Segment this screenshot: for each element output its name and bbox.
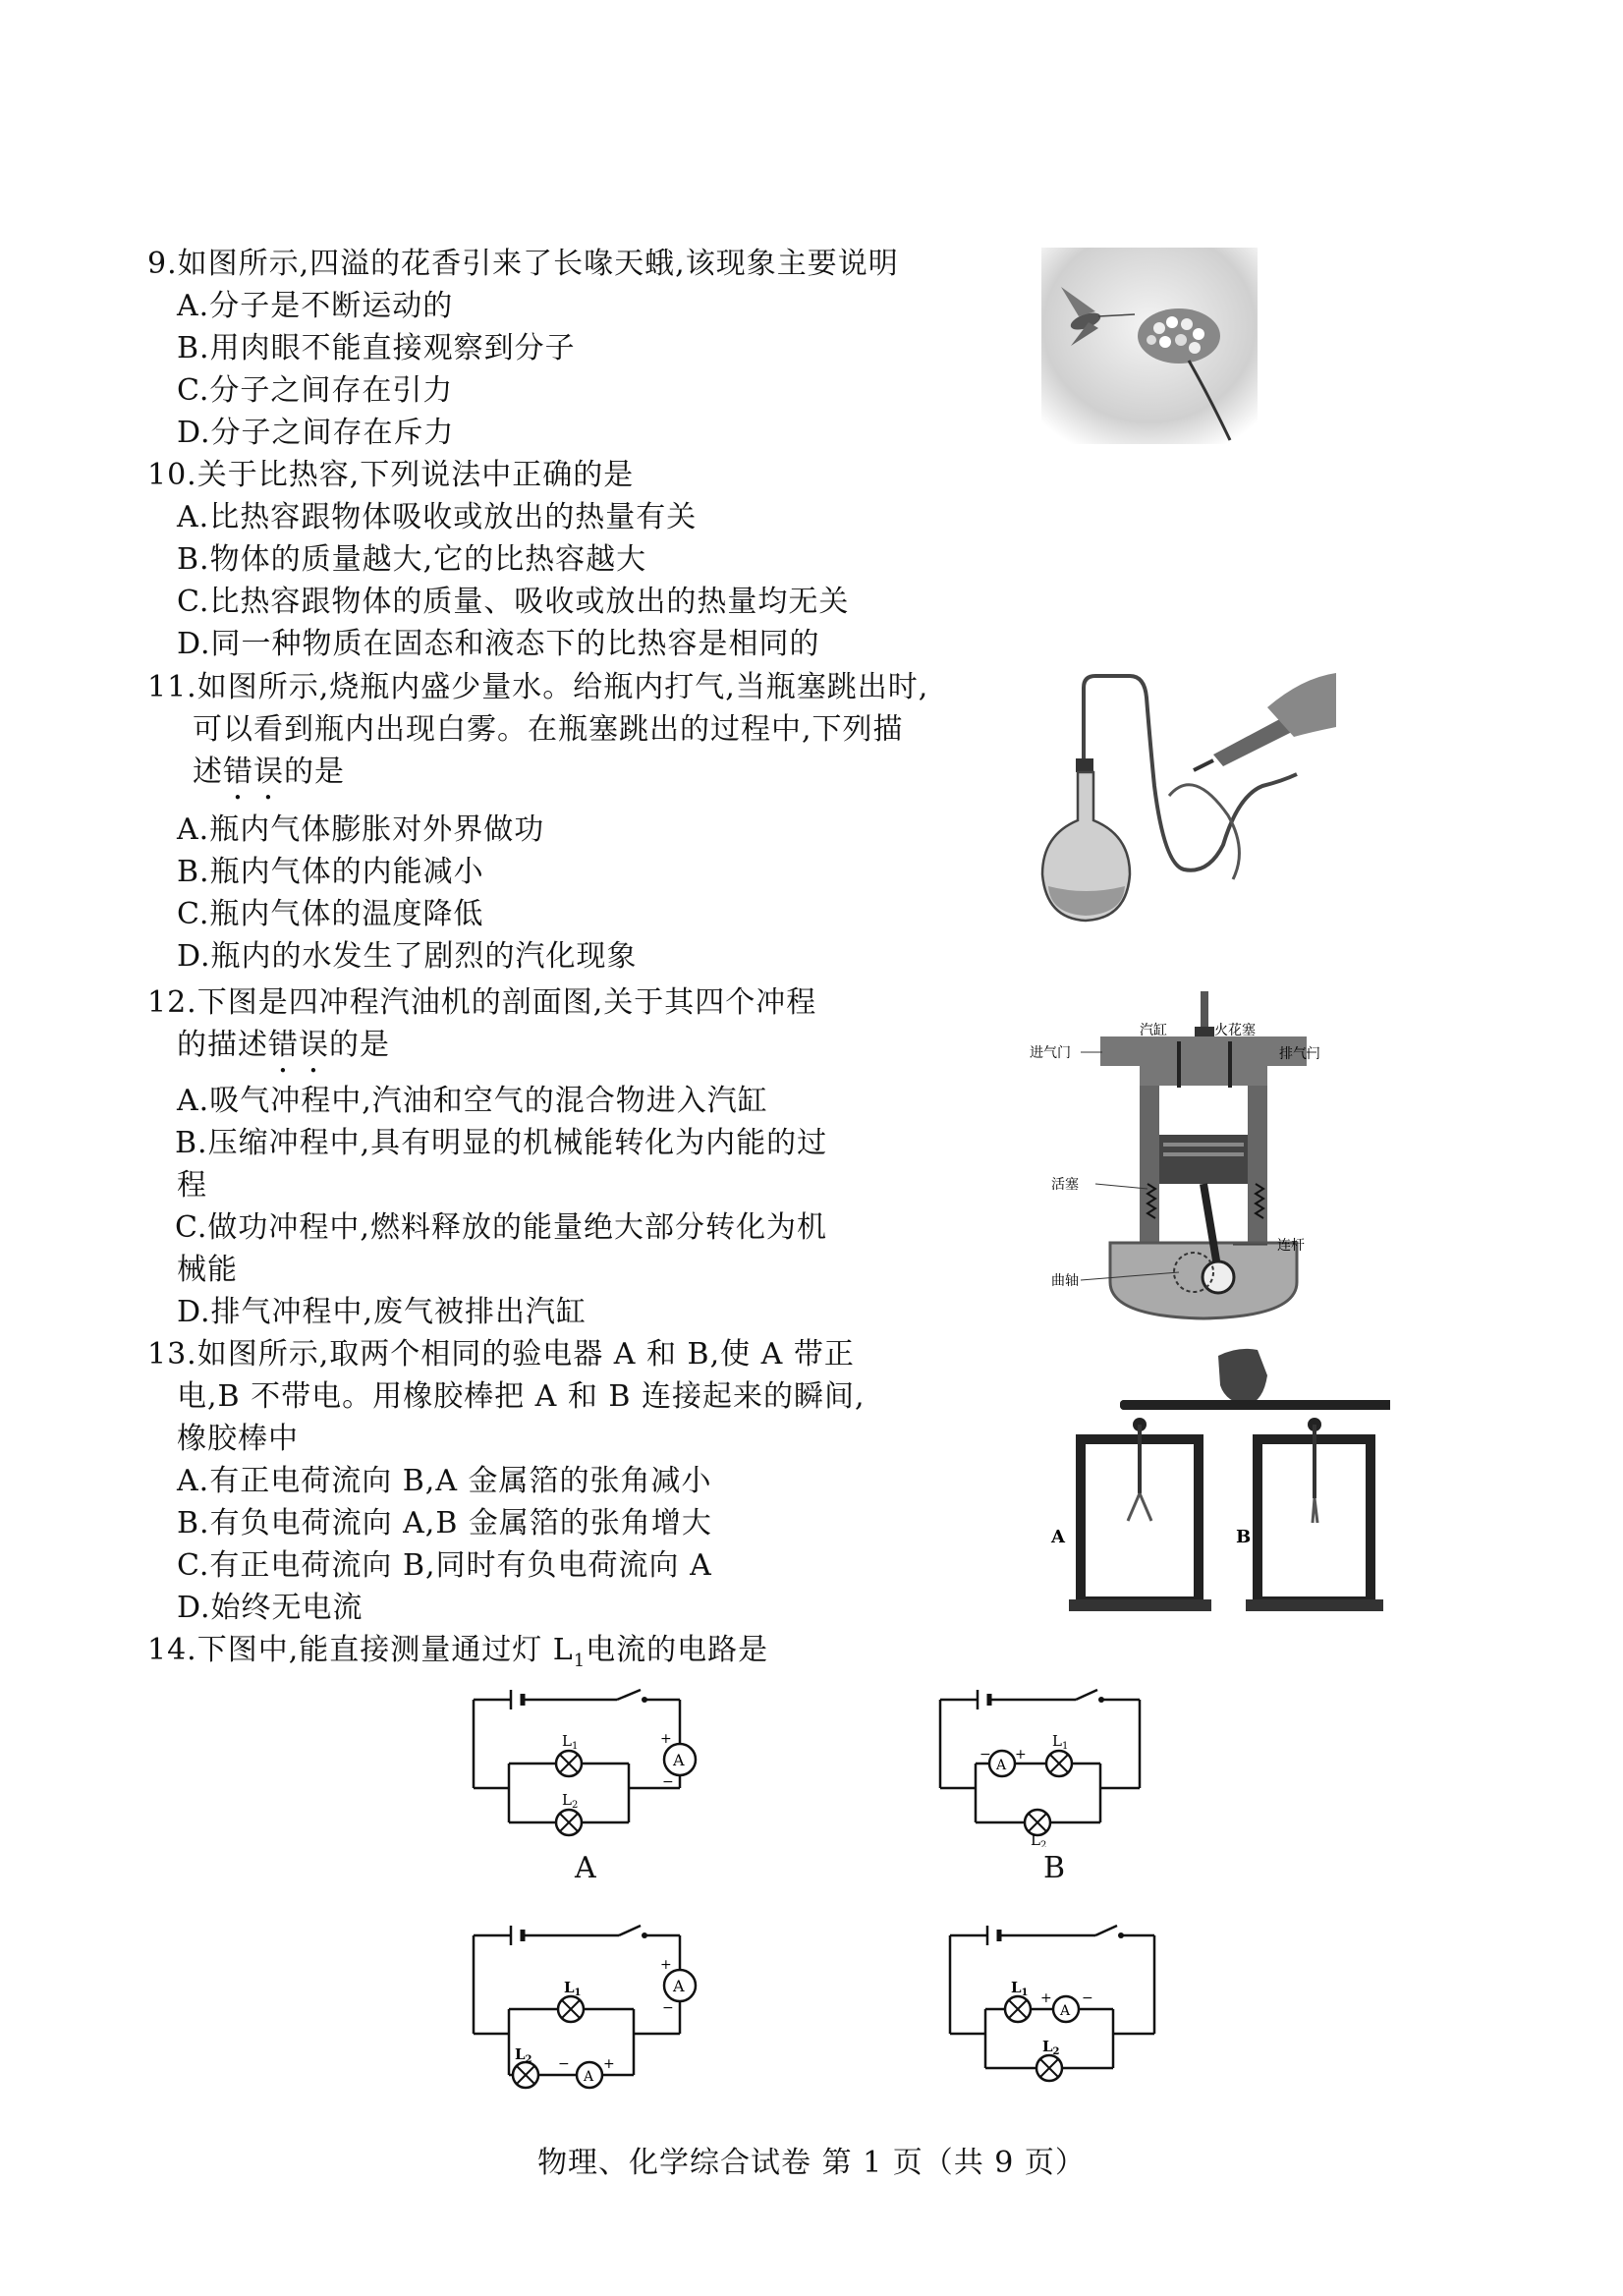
circuit-a-ammeter: A [673,1751,685,1769]
q12-option-c-cont: 械能 [177,1253,238,1287]
circuit-d-lamp2-label: $L_2$ [1042,2038,1060,2057]
q11-emphasis: 错误 [223,755,284,789]
pump-icon [1194,673,1336,770]
q13-option-b: B.有负电荷流向 A,B 金属箔的张角增大 [177,1506,712,1540]
q13-option-c: C.有正电荷流向 B,同时有负电荷流向 A [177,1548,712,1583]
q9-option-b: B.用肉眼不能直接观察到分子 [177,331,576,365]
circuit-c-minus-bottom: − [558,2056,570,2072]
circuit-b-lamp2-label: $L_2$ [1031,1831,1047,1847]
circuit-a-plus: + [660,1731,672,1747]
q10-stem: 10.关于比热容,下列说法中正确的是 [147,458,635,492]
q13-option-a: A.有正电荷流向 B,A 金属箔的张角减小 [177,1464,712,1498]
electroscope-a-label: A [1051,1527,1065,1547]
circuit-c-ammeter-bottom: A [584,2069,594,2085]
label-cylinder: 汽缸 [1140,1023,1167,1038]
q9-option-a: A.分子是不断运动的 [177,289,454,323]
circuit-b[interactable] [928,1680,1164,1847]
q11-stem-line1: 11.如图所示,烧瓶内盛少量水。给瓶内打气,当瓶塞跳出时, [147,670,929,704]
circuit-b-caption: B [1043,1851,1066,1885]
circuit-b-plus: + [1015,1747,1027,1763]
q9-option-c: C.分子之间存在引力 [177,373,454,408]
q11-stem-line2: 可以看到瓶内出现白雾。在瓶塞跳出的过程中,下列描 [193,712,904,747]
label-piston: 活塞 [1051,1177,1079,1193]
q13-stem-line2: 电,B 不带电。用橡胶棒把 A 和 B 连接起来的瞬间, [177,1379,866,1414]
q9-stem: 9.如图所示,四溢的花香引来了长喙天蛾,该现象主要说明 [147,247,899,281]
q13-stem-line3: 橡胶棒中 [177,1422,299,1456]
q13-stem-line1: 13.如图所示,取两个相同的验电器 A 和 B,使 A 带正 [147,1337,855,1372]
label-spark-plug: 火花塞 [1214,1023,1256,1038]
q13-option-d: D.始终无电流 [177,1591,364,1625]
circuit-a-minus: − [662,1774,674,1790]
label-intake-valve: 进气门 [1030,1045,1071,1061]
electroscope-b [1246,1418,1383,1611]
circuit-a-lamp2-label: $L_2$ [562,1791,579,1811]
circuit-b-ammeter: A [996,1758,1007,1773]
q11-stem-line3: 述错误的是 [193,755,345,789]
q12-emphasis: 错误 [268,1028,329,1062]
q11-option-a: A.瓶内气体膨胀对外界做功 [177,812,545,847]
q12-option-b: B.压缩冲程中,具有明显的机械能转化为内能的过 [175,1126,828,1160]
electroscope-a [1069,1418,1211,1611]
q11-option-c: C.瓶内气体的温度降低 [177,897,484,931]
q9-option-d: D.分子之间存在斥力 [177,416,455,450]
q12-option-d: D.排气冲程中,废气被排出汽缸 [177,1295,588,1329]
circuit-c[interactable] [462,1916,698,2098]
circuit-c-minus-right: − [662,2000,674,2016]
label-rod: 连杆 [1277,1238,1305,1254]
circuit-d-ammeter: A [1060,2003,1071,2019]
q12-stem-line1: 12.下图是四冲程汽油机的剖面图,关于其四个冲程 [147,985,817,1020]
q10-option-b: B.物体的质量越大,它的比热容越大 [177,542,647,577]
q12-option-c: C.做功冲程中,燃料释放的能量绝大部分转化为机 [175,1210,827,1245]
circuit-c-lamp1-label: $L_1$ [564,1979,582,1998]
q11-option-b: B.瓶内气体的内能减小 [177,855,484,889]
q9-moth-flower-photo [1041,248,1258,444]
q14-stem: 14.下图中,能直接测量通过灯 $L_1$电流的电路是 [147,1633,769,1671]
circuit-c-plus-bottom: + [603,2056,615,2072]
circuit-c-lamp2-label: $L_2$ [515,2045,532,2065]
circuit-d-plus: + [1040,1990,1052,2006]
circuit-a-lamp1-label: $L_1$ [562,1732,579,1752]
q12-stem-line2: 的描述错误的是 [177,1028,390,1062]
q12-option-a: A.吸气冲程中,汽油和空气的混合物进入汽缸 [177,1084,768,1118]
circuit-a[interactable] [462,1680,698,1847]
circuit-c-ammeter-right: A [673,1977,685,1995]
circuit-d-minus: − [1082,1990,1093,2006]
label-crankshaft: 曲轴 [1051,1273,1079,1289]
q11-flask-pump-photo [1036,668,1341,928]
q12-option-b-cont: 程 [177,1168,207,1203]
circuit-b-lamp1-label: $L_1$ [1052,1732,1069,1752]
q13-electroscopes-photo [1041,1346,1390,1616]
q10-option-d: D.同一种物质在固态和液态下的比热容是相同的 [177,627,820,661]
q12-engine-diagram [1022,987,1336,1321]
q10-option-c: C.比热容跟物体的质量、吸收或放出的热量均无关 [177,585,850,619]
circuit-d[interactable] [938,1916,1174,2098]
circuit-a-caption: A [575,1851,596,1885]
page-footer: 物理、化学综合试卷 第 1 页（共 9 页） [537,2146,1086,2180]
label-exhaust-valve: 排气门 [1279,1046,1320,1062]
q10-option-a: A.比热容跟物体吸收或放出的热量有关 [177,500,698,534]
q11-option-d: D.瓶内的水发生了剧烈的汽化现象 [177,939,638,974]
circuit-c-plus-right: + [660,1957,672,1973]
flask-icon [1042,758,1130,921]
electroscope-b-label: B [1236,1527,1252,1547]
circuit-d-lamp1-label: $L_1$ [1011,1979,1029,1998]
circuit-b-minus: − [979,1747,991,1763]
